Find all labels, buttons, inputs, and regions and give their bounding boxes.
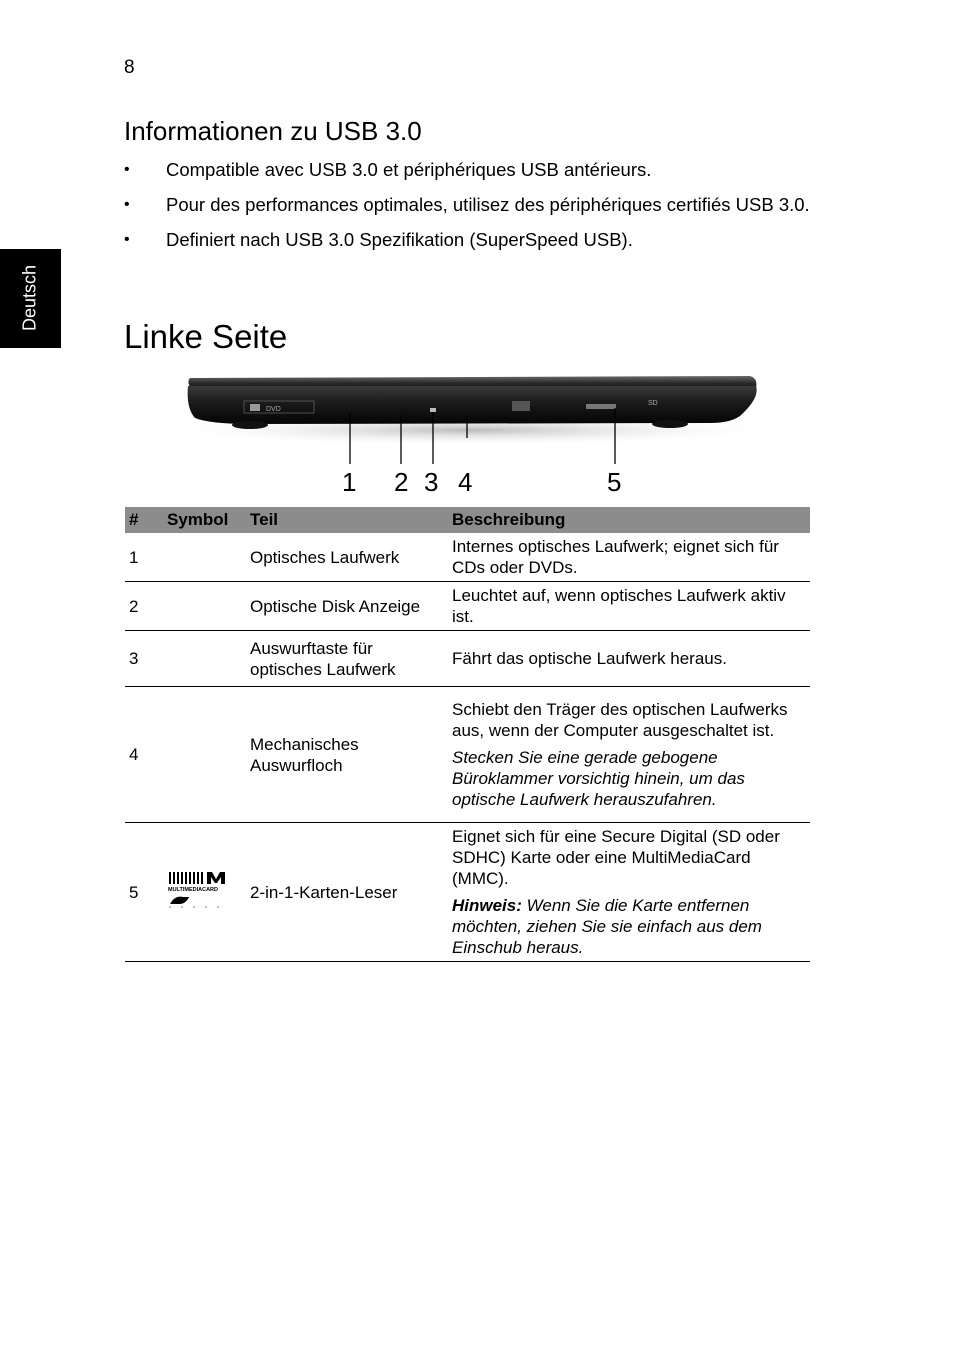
table-row (125, 533, 810, 582)
page-number: 8 (124, 57, 135, 78)
callout-number: 2 (394, 467, 409, 497)
row-symbol (163, 533, 246, 582)
disc-icon (512, 401, 530, 411)
header-number: # (125, 507, 163, 533)
row-number: 3 (125, 631, 163, 687)
laptop-foot (232, 421, 268, 429)
laptop-base (188, 386, 757, 424)
row-number: 4 (125, 687, 163, 823)
callout-number: 5 (607, 467, 622, 497)
bullet-dot: • (124, 196, 130, 213)
row-part: Auswurftaste für optisches Laufwerk (246, 631, 448, 687)
row-number: 1 (125, 533, 163, 582)
sd-logo-shape (170, 896, 189, 903)
laptop-left-side-image (150, 368, 790, 503)
header-description: Beschreibung (448, 507, 810, 533)
table-row (125, 582, 810, 631)
table-row (125, 631, 810, 687)
row-part: Mechanisches Auswurfloch (246, 687, 448, 823)
callout-number: 4 (458, 467, 473, 497)
note-text: Wenn Sie die Karte entfernen möchten, ziehen Sie sie einfach aus dem Einschub heraus. (452, 896, 762, 957)
mmc-logo-text: MULTIMEDIACARD (168, 886, 219, 893)
callout-number: 1 (342, 467, 357, 497)
dvd-logo-label: DVD (266, 406, 281, 413)
row-description-text: Schiebt den Träger des optischen Laufwerks aus, wenn der Computer ausgeschaltet ist. (452, 700, 788, 740)
usb-bullet-list (124, 158, 814, 263)
bullet-dot: • (124, 161, 130, 178)
callout-number: 3 (424, 467, 439, 497)
table-header-row (125, 507, 810, 533)
laptop-foot (652, 420, 688, 428)
row-number: 5 (125, 823, 163, 962)
row-description-note (452, 895, 806, 958)
optical-drive-eject-button (430, 408, 436, 412)
table-row (125, 823, 810, 962)
bullet-text: Pour des performances optimales, utilisez des périphériques certifiés USB 3.0. (166, 194, 810, 215)
card-reader-slot (586, 404, 616, 409)
row-description-note: Stecken Sie eine gerade gebogene Büroklammer vorsichtig hinein, um das optische Laufwerk herauszufahren. (452, 748, 745, 809)
header-part: Teil (246, 507, 448, 533)
left-side-title: Linke Seite (124, 318, 288, 355)
header-symbol: Symbol (163, 507, 246, 533)
bullet-text: Definiert nach USB 3.0 Spezifikation (SuperSpeed USB). (166, 229, 633, 250)
sd-logo-label: SD (648, 400, 658, 407)
row-symbol (163, 687, 246, 823)
row-part: Optisches Laufwerk (246, 533, 448, 582)
row-description: Internes optisches Laufwerk; eignet sich für CDs oder DVDs. (448, 533, 810, 582)
parts-table (125, 507, 810, 962)
dvd-logo-icon (250, 404, 260, 411)
row-symbol (163, 631, 246, 687)
row-description (448, 687, 810, 823)
row-description (448, 823, 810, 962)
row-part: Optische Disk Anzeige (246, 582, 448, 631)
bullet-text: Compatible avec USB 3.0 et périphériques USB antérieurs. (166, 159, 652, 180)
row-description: Leuchtet auf, wenn optisches Laufwerk aktiv ist. (448, 582, 810, 631)
row-symbol (163, 582, 246, 631)
row-description: Fährt das optische Laufwerk heraus. (448, 631, 810, 687)
bullet-dot: • (124, 231, 130, 248)
language-side-tab (0, 249, 61, 348)
mmc-sd-card-icon (167, 870, 231, 910)
row-number: 2 (125, 582, 163, 631)
bullet-item (124, 193, 814, 217)
row-symbol (163, 823, 246, 962)
table-row (125, 687, 810, 823)
row-part: 2-in-1-Karten-Leser (246, 823, 448, 962)
bullet-item (124, 228, 814, 252)
row-description-text: Eignet sich für eine Secure Digital (SD oder SDHC) Karte oder eine MultiMediaCard (MMC). (452, 827, 780, 888)
usb-section-heading: Informationen zu USB 3.0 (124, 116, 422, 146)
note-label: Hinweis: (452, 896, 522, 915)
side-tab-label: Deutsch (19, 264, 40, 332)
bullet-item (124, 158, 814, 182)
